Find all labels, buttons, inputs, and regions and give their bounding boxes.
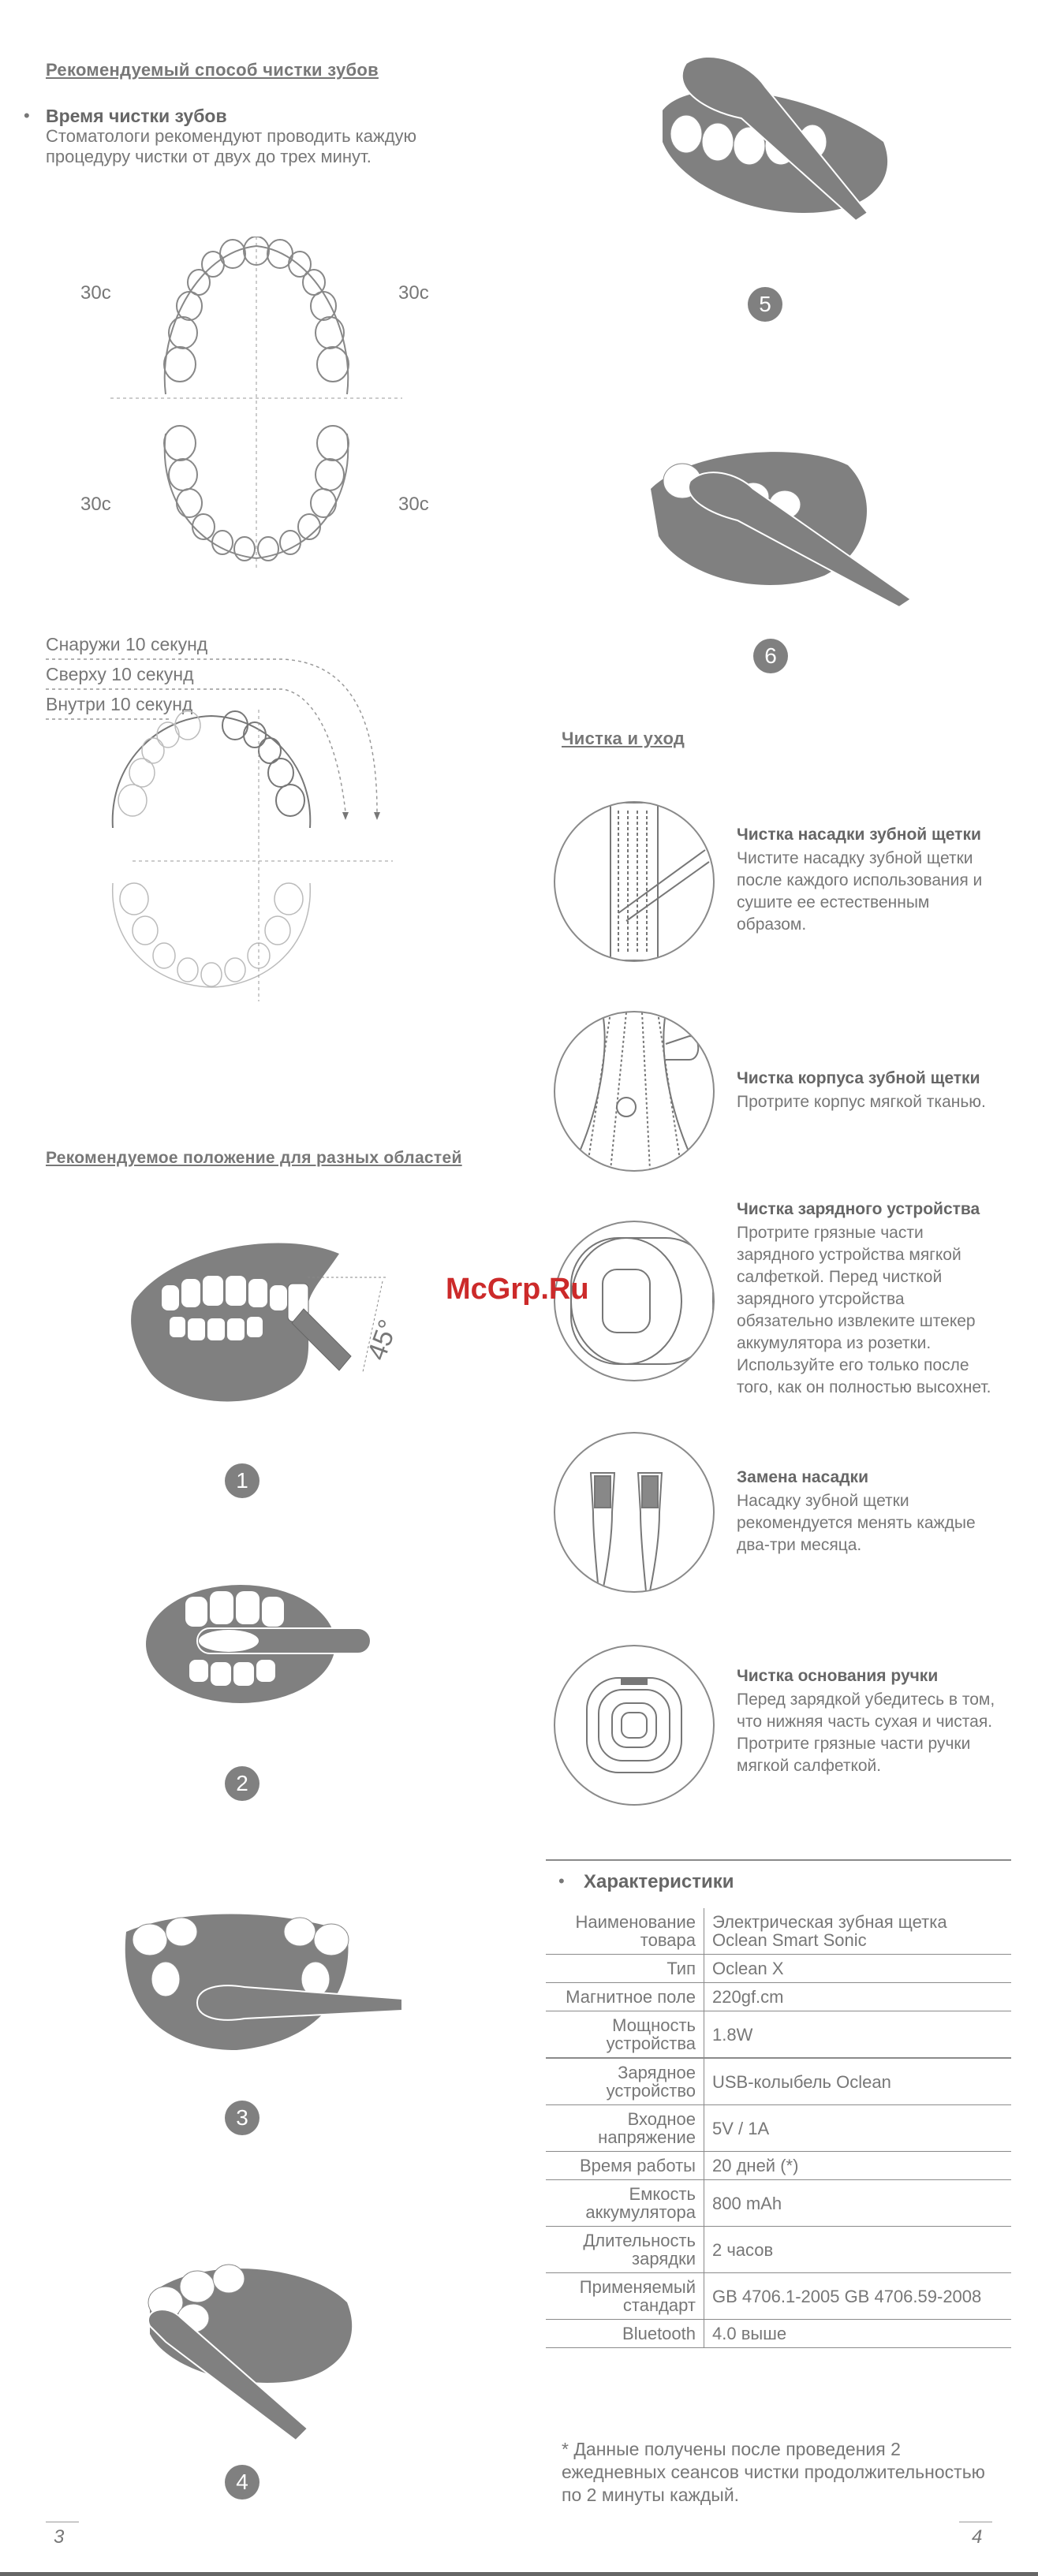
spec-key: Входное напряжение bbox=[546, 2105, 704, 2152]
care-title-charger: Чистка зарядного устройства bbox=[737, 1200, 980, 1218]
spec-key: Время работы bbox=[546, 2152, 704, 2180]
spec-key: Емкость аккумулятора bbox=[546, 2180, 704, 2227]
time-text: Стоматологи рекомендуют проводить каждую процедуру чистки от двух до трех минут. bbox=[46, 126, 417, 166]
spec-value: 800 mAh bbox=[704, 2180, 1012, 2227]
quadrant-label-lower-left: 30с bbox=[80, 494, 111, 515]
care-text-brush-head: Чистите насадку зубной щетки после каждого использования и сушите ее естественным образом. bbox=[737, 849, 983, 934]
angle-label: 45° bbox=[361, 1315, 404, 1364]
handle-base-icon bbox=[554, 1645, 715, 1806]
side-label-outside: Снаружи 10 секунд bbox=[46, 634, 208, 654]
spec-value: 5V / 1A bbox=[704, 2105, 1012, 2152]
spec-value: 220gf.cm bbox=[704, 1983, 1012, 2011]
specs-heading: Характеристики bbox=[584, 1871, 734, 1892]
illustration-step-6 bbox=[643, 434, 927, 607]
spec-value: 2 часов bbox=[704, 2227, 1012, 2273]
care-text-handle-base: Перед зарядкой убедитесь в том, что нижняя часть сухая и чистая. Протрите грязные части ручки мягкой салфеткой. bbox=[737, 1691, 995, 1775]
bottom-bar bbox=[0, 2572, 1038, 2576]
quadrant-label-upper-right: 30с bbox=[398, 282, 429, 304]
table-row bbox=[546, 2105, 1011, 2152]
table-row bbox=[546, 1908, 1011, 1955]
table-row bbox=[546, 2227, 1011, 2273]
step-number-2: 2 bbox=[225, 1766, 260, 1801]
spec-key: Зарядное устройство bbox=[546, 2058, 704, 2105]
spec-key: Тип bbox=[546, 1955, 704, 1983]
illustration-step-1 bbox=[126, 1230, 410, 1419]
side-label-inside: Внутри 10 секунд bbox=[46, 694, 193, 714]
step-number-5: 5 bbox=[748, 287, 782, 322]
step-number-3: 3 bbox=[225, 2101, 260, 2135]
care-title-brush-head: Чистка насадки зубной щетки bbox=[737, 826, 981, 844]
quadrant-label-upper-left: 30с bbox=[80, 282, 111, 304]
care-title-replace-head: Замена насадки bbox=[737, 1468, 868, 1486]
table-row bbox=[546, 2058, 1011, 2105]
quadrant-label-lower-right: 30с bbox=[398, 494, 429, 515]
watermark: McGrp.Ru bbox=[446, 1273, 589, 1306]
table-row bbox=[546, 2273, 1011, 2320]
spec-value: 1.8W bbox=[704, 2011, 1012, 2059]
table-row bbox=[546, 2152, 1011, 2180]
care-text-replace-head: Насадку зубной щетки рекомендуется менять каждые два-три месяца. bbox=[737, 1492, 976, 1554]
spec-key: Применяемый стандарт bbox=[546, 2273, 704, 2320]
table-row bbox=[546, 2180, 1011, 2227]
table-row bbox=[546, 2011, 1011, 2059]
specs-bullet: • bbox=[558, 1871, 565, 1891]
spec-value: 20 дней (*) bbox=[704, 2152, 1012, 2180]
side-label-top: Сверху 10 секунд bbox=[46, 664, 194, 684]
specs-table bbox=[546, 1908, 1011, 2348]
spec-value: Oclean X bbox=[704, 1955, 1012, 1983]
care-title-handle-base: Чистка основания ручки bbox=[737, 1667, 939, 1685]
page-number-left: 3 bbox=[54, 2526, 65, 2548]
specs-top-rule bbox=[546, 1859, 1011, 1861]
specs-footnote: * Данные получены после проведения 2 ежедневных сеансов чистки продолжительностью по 2 минуты каждый. bbox=[562, 2439, 985, 2505]
illustration-step-2 bbox=[142, 1577, 379, 1711]
care-text-charger: Протрите грязные части зарядного устройства мягкой салфеткой. Перед чисткой зарядного утсройства обязательно извлеките штекер аккумулятора из розетки. Используйте его только после того, как он полностью высохнет. bbox=[737, 1224, 991, 1396]
step-number-1: 1 bbox=[225, 1463, 260, 1498]
replace-head-icon bbox=[554, 1432, 715, 1593]
care-text-brush-body: Протрите корпус мягкой тканью. bbox=[737, 1093, 986, 1111]
spec-value: Электрическая зубная щетка Oclean Smart Sonic bbox=[704, 1908, 1012, 1955]
care-title-brush-body: Чистка корпуса зубной щетки bbox=[737, 1069, 980, 1087]
step-number-6: 6 bbox=[753, 639, 788, 673]
illustration-step-3 bbox=[118, 1908, 410, 2066]
spec-value: 4.0 выше bbox=[704, 2320, 1012, 2348]
step-number-4: 4 bbox=[225, 2465, 260, 2500]
table-row bbox=[546, 1955, 1011, 1983]
illustration-step-5 bbox=[647, 47, 899, 229]
spec-value: GB 4706.1-2005 GB 4706.59-2008 bbox=[704, 2273, 1012, 2320]
spec-key: Длительность зарядки bbox=[546, 2227, 704, 2273]
spec-value: USB-колыбель Oclean bbox=[704, 2058, 1012, 2105]
time-title: Время чистки зубов bbox=[46, 106, 227, 126]
page-number-right: 4 bbox=[972, 2526, 983, 2548]
heading-care: Чистка и уход bbox=[562, 729, 685, 748]
heading-brushing-method: Рекомендуемый способ чистки зубов bbox=[46, 60, 379, 80]
spec-key: Наименование товара bbox=[546, 1908, 704, 1955]
illustration-step-4 bbox=[118, 2255, 371, 2444]
teeth-sides-diagram bbox=[46, 647, 409, 1001]
table-row bbox=[546, 2320, 1011, 2348]
brush-head-icon bbox=[554, 801, 715, 962]
heading-positions: Рекомендуемое положение для разных областей bbox=[46, 1149, 462, 1167]
spec-key: Магнитное поле bbox=[546, 1983, 704, 2011]
spec-key: Bluetooth bbox=[546, 2320, 704, 2348]
bullet-dot: • bbox=[24, 106, 30, 125]
brush-body-icon bbox=[554, 1011, 715, 1172]
spec-key: Мощность устройства bbox=[546, 2011, 704, 2059]
table-row bbox=[546, 1983, 1011, 2011]
